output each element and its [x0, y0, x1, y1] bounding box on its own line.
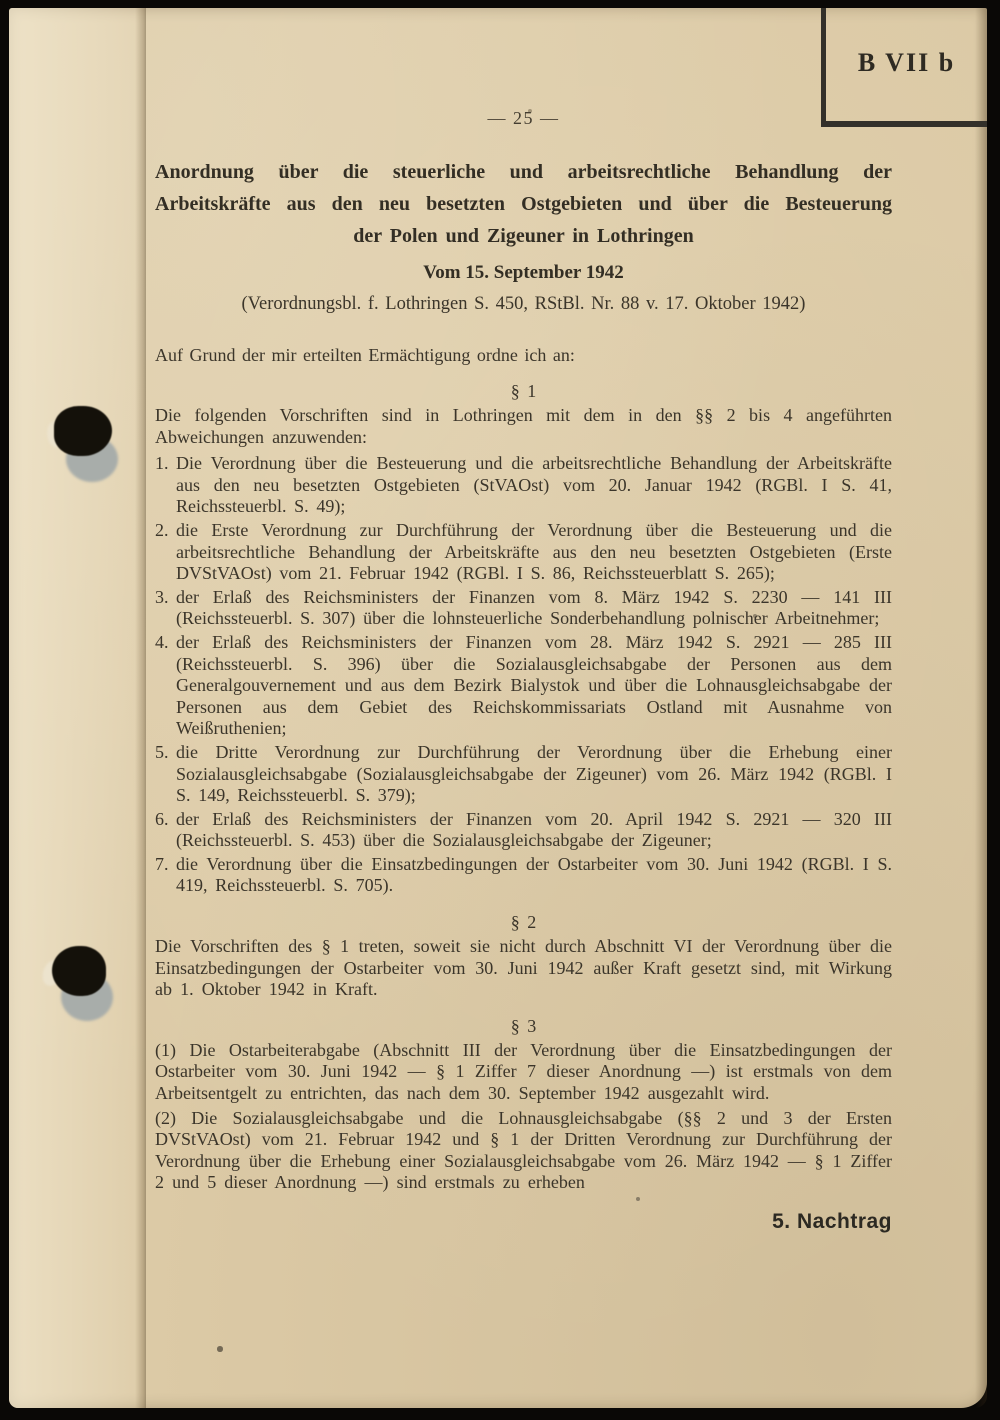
list-item-number: 4. [155, 631, 169, 652]
title-line: der Polen und Zigeuner in Lothringen [353, 225, 694, 247]
page-number: — 25 — [487, 108, 560, 128]
intro-line: Auf Grund der mir erteilten Ermächtigung ordne ich an: [155, 345, 575, 365]
list-item-number: 7. [155, 853, 169, 874]
list-item [155, 742, 892, 807]
document-title [155, 156, 892, 252]
document-text-column [155, 108, 892, 1234]
paper-specks [9, 8, 11, 10]
list-item-text: die Erste Verordnung zur Durchführung der Verordnung über die Besteuerung und die arbeitsrechtliche Behandlung der Arbeitskräfte aus den neu besetzten Ostgebieten (Erste DVStVAOst) vom 21. Februar 1942 (RGBl. I S. 86, Reichssteuerblatt S. 265); [176, 519, 892, 584]
supplement-label: 5. Nachtrag [772, 1210, 892, 1233]
list-item-text: der Erlaß des Reichsministers der Finanzen vom 8. März 1942 S. 2230 — 141 III (Reichssteuerbl. S. 307) über die lohnsteuerliche Sonderbehandlung polnischer Arbeitnehmer; [176, 586, 892, 629]
section-heading-2: § 2 [510, 912, 537, 933]
section-heading-1: § 1 [510, 381, 537, 401]
punch-hole-top [54, 406, 112, 456]
binding-crease [9, 8, 146, 1408]
date-line: Vom 15. September 1942 [423, 262, 624, 283]
list-item-number: 1. [155, 453, 169, 474]
list-item [155, 520, 892, 585]
section-1-item-list [155, 453, 892, 897]
document-page [9, 8, 987, 1408]
punch-hole-bottom [52, 946, 106, 996]
list-item-text: Die Verordnung über die Besteuerung und die arbeitsrechtliche Behandlung der Arbeitskräfte aus den neu besetzten Ostgebieten (StVAOst) vom 20. Januar 1942 (RGBl. I S. 41, Reichssteuerbl. S. 49); [176, 453, 892, 517]
list-item-text: die Verordnung über die Einsatzbedingungen der Ostarbeiter vom 30. Juni 1942 (RGBl. I S. 419, Reichssteuerbl. S. 705). [176, 853, 892, 896]
list-item-number: 6. [155, 808, 169, 829]
section-2-text: Die Vorschriften des § 1 treten, soweit sie nicht durch Abschnitt VI der Verordnung über die Einsatzbedingungen der Ostarbeiter vom 30. Juni 1942 außer Kraft gesetzt sind, mit Wirkung ab 1. Oktober 1942 in Kraft. [155, 936, 892, 1000]
list-item-text: die Dritte Verordnung zur Durchführung der Verordnung über die Erhebung einer Sozialausgleichsabgabe (Sozialausgleichsabgabe der Zigeuner) vom 26. März 1942 (RGBl. I S. 149, Reichssteuerbl. S. 379); [176, 741, 892, 806]
page-edge-shadow [975, 8, 987, 1408]
list-item [155, 854, 892, 897]
list-item [155, 453, 892, 518]
classification-label: B VII b [857, 47, 956, 77]
section-heading-3: § 3 [510, 1015, 537, 1036]
list-item-number: 3. [155, 586, 169, 607]
list-item [155, 632, 892, 740]
section-1-intro: Die folgenden Vorschriften sind in Lothringen mit dem in den §§ 2 bis 4 angeführten Abweichungen anzuwenden: [155, 405, 892, 447]
list-item-text: der Erlaß des Reichsministers der Finanzen vom 20. April 1942 S. 2921 — 320 III (Reichssteuerbl. S. 453) über die Sozialausgleichsabgabe der Zigeuner; [176, 808, 892, 851]
reference-line: (Verordnungsbl. f. Lothringen S. 450, RStBl. Nr. 88 v. 17. Oktober 1942) [241, 294, 806, 314]
section-3-paragraph-2: (2) Die Sozialausgleichsabgabe und die Lohnausgleichsabgabe (§§ 2 und 3 der Ersten DVStVAOst) vom 21. Februar 1942 und § 1 der Dritten Verordnung zur Durchführung der Verordnung über die Erhebung einer Sozialausgleichsabgabe vom 26. März 1942 — § 1 Ziffer 2 und 5 dieser Anordnung —) sind erstmals zu erheben [155, 1107, 892, 1193]
list-item [155, 587, 892, 630]
title-line: Arbeitskräfte aus den neu besetzten Ostgebieten und über die Besteuerung [155, 193, 892, 215]
list-item-text: der Erlaß des Reichsministers der Finanzen vom 28. März 1942 S. 2921 — 285 III (Reichssteuerbl. S. 396) über die Sozialausgleichsabgabe der Personen aus dem Generalgouvernement und aus dem Bezirk Bialystok und über die Lohnausgleichsabgabe der Personen aus dem Gebiet des Reichskommissariats Ostland mit Ausnahme von Weißruthenien; [176, 631, 892, 739]
title-line: Anordnung über die steuerliche und arbeitsrechtliche Behandlung der [155, 161, 892, 183]
section-3-paragraph-1: (1) Die Ostarbeiterabgabe (Abschnitt III der Verordnung über die Einsatzbedingungen der Ostarbeiter vom 30. Juni 1942 — § 1 Ziffer 7 dieser Anordnung —) ist erstmals von dem Arbeitsentgelt zu entrichten, das nach dem 30. September 1942 ausgezahlt wird. [155, 1039, 892, 1104]
list-item-number: 5. [155, 741, 169, 762]
list-item-number: 2. [155, 519, 169, 540]
list-item [155, 809, 892, 852]
